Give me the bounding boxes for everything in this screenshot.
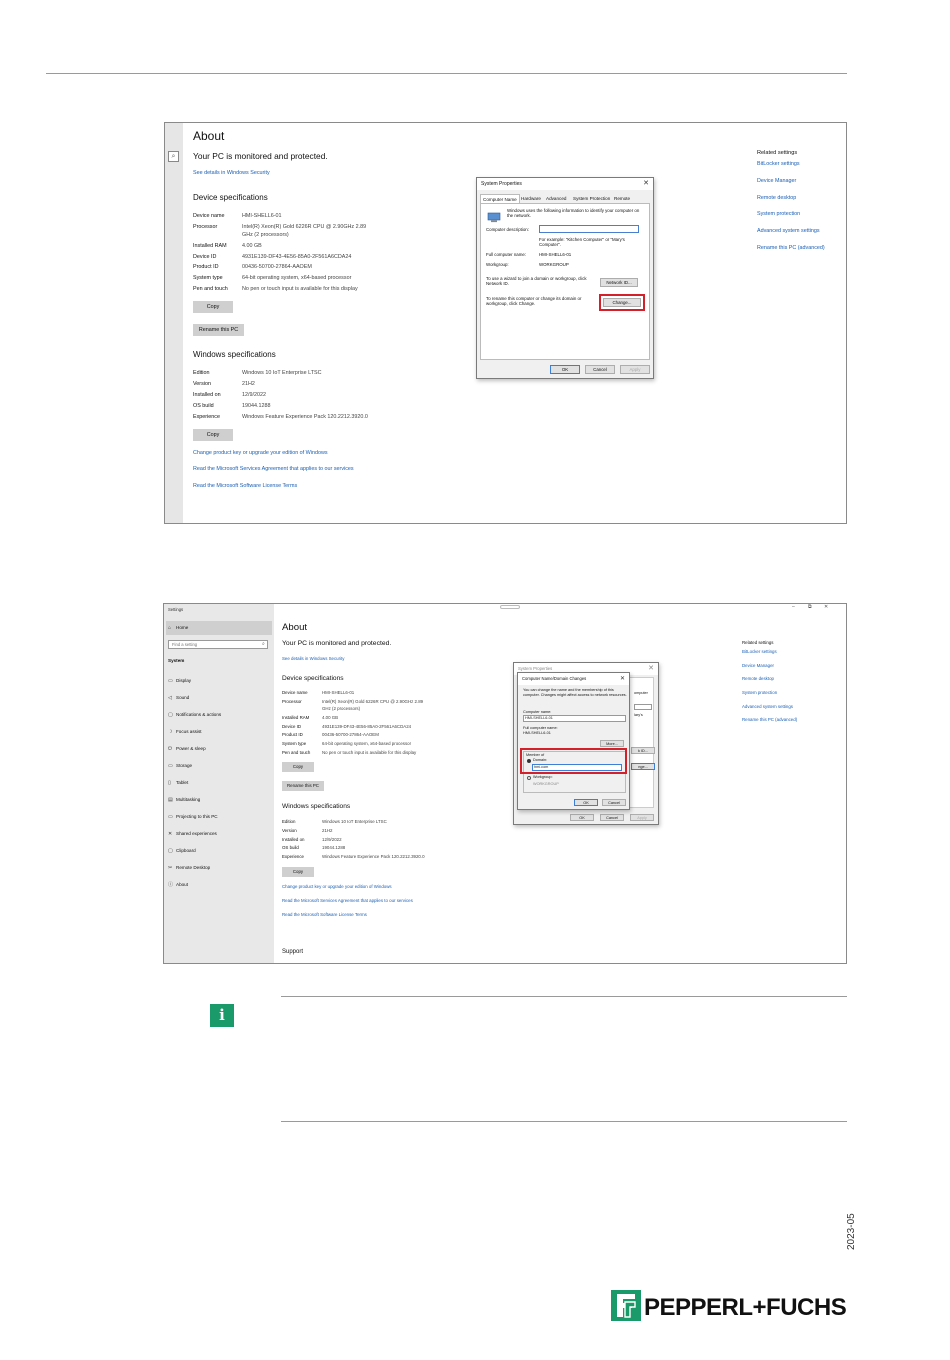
- system-properties-dialog: [476, 177, 654, 379]
- sidebar-item-shared[interactable]: ✕ Shared experiences: [168, 831, 217, 837]
- description-example: For example: "Kitchen Computer" or "Mary's Computer".: [539, 237, 625, 248]
- close-icon[interactable]: ✕: [648, 665, 654, 672]
- spec-value-cont: GHz (2 processors): [322, 706, 361, 711]
- spec-value: 21H2: [322, 828, 333, 833]
- more-button[interactable]: More...: [600, 740, 624, 747]
- close-icon[interactable]: ✕: [643, 180, 649, 187]
- security-link[interactable]: See details in Windows Security: [282, 656, 345, 661]
- partial-text: omputer: [634, 691, 648, 695]
- clipboard-icon: ▢: [168, 848, 173, 854]
- spec-key: Processor: [282, 699, 302, 704]
- spec-value: 4931E139-DF43-4E56-85A0-2F561A6CDA24: [242, 254, 352, 260]
- spec-value: HMI-SHELL6-01: [322, 690, 355, 695]
- nav-home[interactable]: ⌂ Home: [168, 625, 189, 631]
- network-id-button[interactable]: k ID...: [631, 747, 655, 754]
- product-key-link[interactable]: Change product key or upgrade your edition of Windows: [282, 884, 392, 889]
- highlight-box: [520, 748, 627, 774]
- device-spec-heading: Device specifications: [193, 193, 268, 202]
- copy-button[interactable]: Copy: [193, 301, 233, 313]
- rename-text: To rename this computer or change its domain or workgroup, click Change.: [486, 296, 582, 307]
- spec-value: 4931E139-DF43-4E56-85A0-2F561A6CDA24: [322, 724, 412, 729]
- settings-sidebar: [164, 604, 274, 963]
- related-link-bitlocker[interactable]: BitLocker settings: [757, 161, 800, 167]
- spec-value: 00436-50700-27864-AAOEM: [242, 264, 312, 270]
- spec-key: Device name: [282, 690, 308, 695]
- related-link-advanced-settings[interactable]: Advanced system settings: [757, 228, 820, 234]
- info-icon: i: [210, 1004, 234, 1027]
- copy-button-2[interactable]: Copy: [193, 429, 233, 441]
- multitasking-icon: ▤: [168, 797, 173, 803]
- full-name-value: HMI-SHELL6-01: [523, 731, 551, 735]
- spec-value: 12/9/2022: [322, 837, 342, 842]
- services-agreement-link[interactable]: Read the Microsoft Services Agreement that applies to our services: [282, 898, 413, 903]
- rename-pc-button[interactable]: Rename this PC: [193, 324, 244, 336]
- sidebar-item-storage[interactable]: ▭ Storage: [168, 763, 193, 769]
- sound-icon: ◁: [168, 695, 172, 701]
- copy-button-2[interactable]: Copy: [282, 867, 314, 877]
- remote-desktop-icon: ✂: [168, 865, 173, 871]
- maximize-icon[interactable]: ⧉: [808, 604, 812, 610]
- spec-key: Device name: [193, 213, 225, 219]
- brand-name: PEPPERL+FUCHS: [644, 1294, 847, 1321]
- spec-key: Edition: [282, 819, 296, 824]
- change-button[interactable]: nge...: [631, 763, 655, 770]
- spec-value: 4.00 GB: [322, 715, 339, 720]
- highlight-box: [599, 294, 645, 311]
- domain-label: Domain:: [533, 758, 548, 762]
- domain-input[interactable]: hmi.com: [532, 764, 622, 771]
- cancel-button[interactable]: Cancel: [600, 814, 624, 821]
- spec-value: 64-bit operating system, x64-based processor: [242, 275, 352, 281]
- member-of-label: Member of: [526, 753, 545, 757]
- sidebar-item-sound[interactable]: ◁ Sound: [168, 695, 190, 701]
- sidebar-item-notifications[interactable]: ▢ Notifications & actions: [168, 712, 222, 718]
- related-link-device-manager[interactable]: Device Manager: [742, 663, 774, 668]
- spec-key: Pen and touch: [282, 750, 311, 755]
- search-input[interactable]: Find a setting: [168, 640, 268, 649]
- spec-key: Installed on: [282, 837, 305, 842]
- wizard-text: To use a wizard to join a domain or workgroup, click Network ID.: [486, 276, 587, 287]
- spec-key: OS build: [282, 845, 299, 850]
- close-window-icon[interactable]: ✕: [824, 604, 829, 610]
- spec-key: Experience: [193, 414, 220, 420]
- spec-value: Intel(R) Xeon(R) Gold 6226R CPU @ 2.90GHz 2.89: [242, 224, 367, 230]
- spec-key: Installed RAM: [282, 715, 310, 720]
- tab-system-protection[interactable]: System Protection: [573, 196, 611, 201]
- tab-hardware[interactable]: Hardware: [521, 196, 541, 201]
- spec-key: Installed RAM: [193, 243, 227, 249]
- cancel-button[interactable]: Cancel: [585, 365, 615, 374]
- windows-spec-heading: Windows specifications: [193, 350, 276, 359]
- workgroup-label: Workgroup:: [533, 775, 553, 779]
- computer-description-input[interactable]: [539, 225, 639, 233]
- spec-value: 4.00 GB: [242, 243, 262, 249]
- spec-key: OS build: [193, 403, 214, 409]
- intro-text: You can change the name and the membership of this computer. Changes might affect access to network resources.: [523, 688, 627, 697]
- sidebar-item-projecting[interactable]: ▭ Projecting to this PC: [168, 814, 218, 820]
- support-heading: Support: [282, 949, 304, 955]
- ok-button[interactable]: OK: [570, 814, 594, 821]
- spec-key: System type: [282, 741, 307, 746]
- search-icon[interactable]: ⌕: [262, 641, 265, 647]
- full-name-label: Full computer name:: [486, 252, 527, 257]
- product-key-link[interactable]: Change product key or upgrade your edition of Windows: [193, 450, 328, 456]
- display-icon: ▭: [168, 678, 173, 684]
- description-label: Computer description:: [486, 227, 529, 232]
- protected-text: Your PC is monitored and protected.: [193, 151, 328, 161]
- spec-value: 19044.1288: [242, 403, 271, 409]
- tab-panel: [480, 203, 650, 360]
- apply-button[interactable]: Apply: [620, 365, 650, 374]
- sidebar-item-tablet[interactable]: ▯ Tablet: [168, 780, 189, 786]
- device-spec-heading: Device specifications: [282, 675, 344, 682]
- home-icon: ⌂: [168, 625, 172, 631]
- top-rule: [46, 73, 847, 74]
- spec-value: HMI-SHELL6-01: [242, 213, 282, 219]
- windows-spec-heading: Windows specifications: [282, 803, 351, 810]
- settings-left-strip: [165, 123, 183, 523]
- protected-text: Your PC is monitored and protected.: [282, 640, 392, 647]
- shared-icon: ✕: [168, 831, 173, 837]
- tab-advanced[interactable]: Advanced: [546, 196, 567, 201]
- related-link-device-manager[interactable]: Device Manager: [757, 178, 797, 184]
- projector-icon: ▭: [168, 814, 173, 820]
- partial-text: lary's: [634, 713, 643, 717]
- spec-key: Device ID: [282, 724, 302, 729]
- related-link-system-protection[interactable]: System protection: [757, 211, 801, 217]
- computer-name-input[interactable]: HMI-SHELL6-01: [523, 715, 626, 722]
- workgroup-value: WORKGROUP: [539, 262, 569, 267]
- full-name-label: Full computer name:: [523, 726, 558, 730]
- spec-key: Version: [282, 828, 297, 833]
- dialog-title: System Properties: [477, 178, 653, 190]
- sidebar-item-clipboard[interactable]: ▢ Clipboard: [168, 848, 196, 854]
- page-title: About: [193, 129, 225, 143]
- related-link-rename-advanced[interactable]: Rename this PC (advanced): [742, 717, 798, 722]
- related-link-remote-desktop[interactable]: Remote desktop: [742, 676, 774, 681]
- tablet-icon: ▯: [168, 780, 171, 786]
- spec-value: Windows 10 IoT Enterprise LTSC: [242, 370, 322, 376]
- sidebar-item-remote-desktop[interactable]: ✂ Remote Desktop: [168, 865, 211, 871]
- spec-value: Windows 10 IoT Enterprise LTSC: [322, 819, 387, 824]
- info-rule-bottom: [281, 1121, 847, 1122]
- spec-value: 21H2: [242, 381, 255, 387]
- spec-value: Windows Feature Experience Pack 120.2212.3920.0: [242, 414, 368, 420]
- notifications-icon: ▢: [168, 712, 173, 718]
- spec-value: 00436-50700-27864-AAOEM: [322, 732, 379, 737]
- computer-name-domain-dialog: [517, 672, 630, 810]
- related-link-remote-desktop[interactable]: Remote desktop: [757, 195, 797, 201]
- name-label: Computer name:: [523, 710, 552, 714]
- spec-key: Pen and touch: [193, 286, 228, 292]
- computer-icon: [487, 210, 501, 221]
- spec-key: Device ID: [193, 254, 217, 260]
- logo-mark-icon: [611, 1290, 641, 1321]
- related-link-bitlocker[interactable]: BitLocker settings: [742, 649, 777, 654]
- change-button[interactable]: Change...: [603, 298, 641, 307]
- spec-value: No pen or touch input is available for this display: [242, 286, 358, 292]
- moon-icon: ☽: [168, 729, 173, 735]
- screenshot-about-system-properties: [164, 122, 847, 524]
- apply-button[interactable]: Apply: [630, 814, 654, 821]
- info-rule-top: [281, 996, 847, 997]
- workgroup-value: WORKGROUP: [533, 782, 559, 786]
- titlebar-handle: [500, 605, 520, 609]
- security-link[interactable]: See details in Windows Security: [193, 170, 270, 176]
- workgroup-radio[interactable]: [527, 776, 531, 780]
- workgroup-label: Workgroup:: [486, 262, 509, 267]
- app-label: Settings: [168, 607, 184, 612]
- spec-value: No pen or touch input is available for this display: [322, 750, 417, 755]
- rename-pc-button[interactable]: Rename this PC: [282, 781, 324, 791]
- sidebar-item-about[interactable]: ⓘ About: [168, 882, 189, 888]
- related-link-system-protection[interactable]: System protection: [742, 690, 778, 695]
- spec-value: 19044.1288: [322, 845, 346, 850]
- dialog-title: System Properties: [514, 663, 658, 675]
- license-terms-link[interactable]: Read the Microsoft Software License Terms: [282, 912, 367, 917]
- intro-text: Windows uses the following information to identify your computer on the network.: [507, 208, 640, 219]
- section-system: System: [168, 658, 185, 663]
- minimize-icon[interactable]: –: [792, 604, 795, 610]
- spec-value: 64-bit operating system, x64-based processor: [322, 741, 412, 746]
- dialog-title: Computer Name/Domain Changes: [518, 673, 629, 685]
- power-icon: ⏻: [168, 746, 172, 752]
- info-icon: ⓘ: [168, 882, 174, 888]
- screenshot-settings-domain-change: [163, 603, 847, 964]
- network-id-button[interactable]: Network ID...: [600, 278, 638, 287]
- partial-input: [634, 704, 652, 710]
- spec-key: Product ID: [193, 264, 219, 270]
- document-date: 2023-05: [846, 1213, 857, 1250]
- page-title: About: [282, 622, 308, 633]
- tab-remote[interactable]: Remote: [614, 196, 631, 201]
- copy-button[interactable]: Copy: [282, 762, 314, 772]
- close-icon[interactable]: ✕: [619, 676, 625, 682]
- spec-key: Version: [193, 381, 211, 387]
- spec-value: Windows Feature Experience Pack 120.2212.3920.0: [322, 854, 425, 859]
- related-settings-heading: Related settings: [742, 640, 774, 645]
- license-terms-link[interactable]: Read the Microsoft Software License Terms: [193, 483, 298, 489]
- storage-icon: ▭: [168, 763, 173, 769]
- search-icon[interactable]: ⌕: [168, 151, 179, 162]
- sidebar-item-display[interactable]: ▭ Display: [168, 678, 192, 684]
- sidebar-item-multitasking[interactable]: ▤ Multitasking: [168, 797, 201, 803]
- spec-key: Edition: [193, 370, 210, 376]
- spec-key: Processor: [193, 224, 218, 230]
- related-link-rename-advanced[interactable]: Rename this PC (advanced): [757, 245, 825, 251]
- spec-key: Installed on: [193, 392, 221, 398]
- spec-key: Experience: [282, 854, 304, 859]
- ok-button[interactable]: OK: [550, 365, 580, 374]
- cancel-button[interactable]: Cancel: [602, 799, 626, 806]
- sidebar-item-focus-assist[interactable]: ☽ Focus assist: [168, 729, 202, 735]
- spec-key: System type: [193, 275, 223, 281]
- tab-computer-name[interactable]: Computer Name: [480, 194, 520, 203]
- sidebar-item-power[interactable]: ⏻ Power & sleep: [168, 746, 206, 752]
- spec-key: Product ID: [282, 732, 303, 737]
- services-agreement-link[interactable]: Read the Microsoft Services Agreement that applies to our services: [193, 466, 354, 472]
- related-settings-heading: Related settings: [757, 150, 798, 156]
- ok-button[interactable]: OK: [574, 799, 598, 806]
- spec-value: Intel(R) Xeon(R) Gold 6226R CPU @ 2.90GHz 2.89: [322, 699, 424, 704]
- spec-value-cont: GHz (2 processors): [242, 232, 289, 238]
- full-name-value: HMI-SHELL6-01: [539, 252, 572, 257]
- spec-value: 12/9/2022: [242, 392, 266, 398]
- related-link-advanced-settings[interactable]: Advanced system settings: [742, 704, 794, 709]
